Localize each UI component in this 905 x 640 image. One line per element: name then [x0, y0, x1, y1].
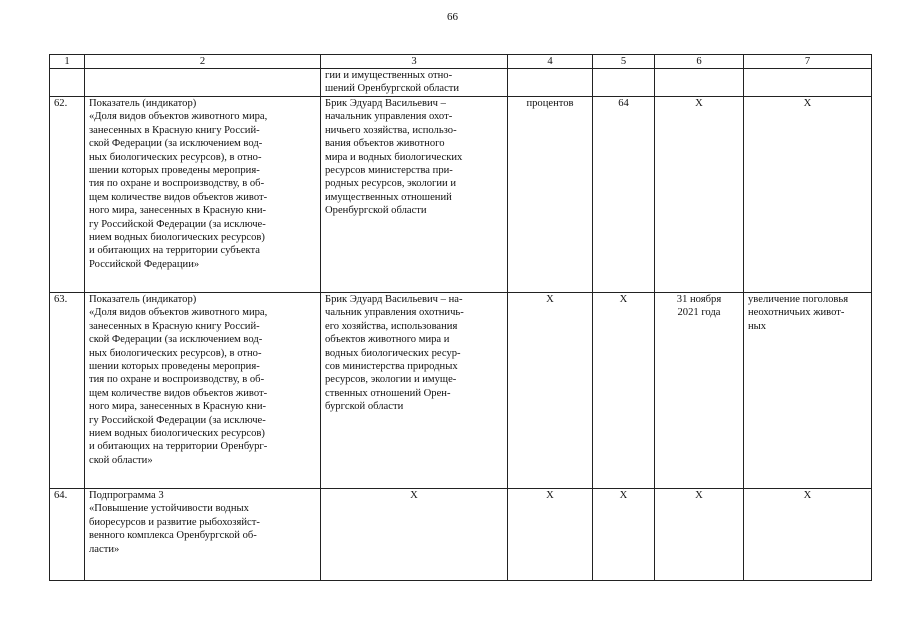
value-cell: Х [593, 489, 655, 581]
cell-line: Х [803, 490, 812, 501]
row-number: 63. [50, 293, 85, 489]
cell-line: гу Российской Федерации (за исключе- [89, 218, 266, 230]
cell-line: объектов животного мира и [325, 334, 450, 346]
indicator-cell [85, 293, 321, 489]
cell-line: ской области» [89, 454, 153, 466]
responsible-cell [321, 293, 508, 489]
table-cell [744, 69, 872, 97]
cell-line: ного мира, занесенных в Красную кни- [89, 205, 267, 217]
cell-line: вания объектов животного [325, 138, 445, 150]
cell-line: 31 ноября [676, 294, 722, 305]
cell-line: ласти» [89, 543, 120, 555]
cell-line: мира и водных биологических [325, 151, 463, 163]
indicators-table [49, 54, 872, 581]
cell-line: Показатель (индикатор) [89, 98, 197, 109]
table-row [50, 97, 872, 293]
responsible-cell [321, 489, 508, 581]
cell-line: увеличение поголовья [748, 294, 849, 305]
indicator-cell [85, 97, 321, 293]
cell-line: шений Оренбургской области [325, 83, 460, 95]
indicator-cell [85, 489, 321, 581]
cell-line: Брик Эдуард Васильевич – [325, 98, 446, 109]
cell-line: ресурсов министерства при- [325, 165, 453, 177]
cell-line: неохотничьих живот- [748, 307, 845, 319]
cell-line: занесенных в Красную книгу Россий- [89, 320, 260, 332]
cell-line: бургской области [325, 401, 404, 413]
cell-line: 2021 года [677, 307, 721, 319]
cell-line: Оренбургской области [325, 205, 427, 217]
cell-line: и обитающих на территории субъекта [89, 245, 260, 257]
cell-line: сов министерства природных [325, 361, 458, 373]
table-cell [85, 69, 321, 97]
cell-line: имущественных отношений [325, 191, 452, 203]
cell-line: Брик Эдуард Васильевич – на- [325, 294, 463, 305]
result-cell [744, 97, 872, 293]
cell-line: ных биологических ресурсов), в отно- [89, 151, 262, 163]
cell-line: ской Федерации (за исключением вод- [89, 334, 263, 346]
cell-line: Показатель (индикатор) [89, 294, 197, 305]
table-cell [508, 69, 593, 97]
cell-line: венного комплекса Оренбургской об- [89, 530, 257, 542]
column-header: 7 [744, 55, 872, 69]
row-number: 62. [50, 97, 85, 293]
cell-line: биоресурсов и развитие рыбохозяйст- [89, 516, 260, 528]
table-cell [50, 69, 85, 97]
cell-line: нием водных биологических ресурсов) [89, 232, 265, 244]
cell-line: Российской Федерации» [89, 258, 200, 270]
row-number: 64. [50, 489, 85, 581]
unit-cell: Х [508, 293, 593, 489]
cell-line: «Повышение устойчивости водных [89, 503, 249, 515]
cell-line: и обитающих на территории Оренбург- [89, 441, 268, 453]
column-header: 5 [593, 55, 655, 69]
column-header: 1 [50, 55, 85, 69]
cell-line: тия по охране и воспроизводству, в об- [89, 178, 265, 190]
cell-line: ресурсов, экологии и имуще- [325, 374, 457, 386]
cell-line: «Доля видов объектов животного мира, [89, 111, 268, 123]
column-header: 4 [508, 55, 593, 69]
cell-line: щем количестве видов объектов живот- [89, 191, 268, 203]
column-header: 2 [85, 55, 321, 69]
deadline-cell [655, 293, 744, 489]
cell-line: ственных отношений Орен- [325, 387, 451, 399]
table-cell [655, 69, 744, 97]
continuation-row [50, 69, 872, 97]
cell-line: чальник управления охотничь- [325, 307, 464, 319]
table-row [50, 489, 872, 581]
cell-line: нием водных биологических ресурсов) [89, 428, 265, 440]
table-row [50, 293, 872, 489]
cell-line: шении которых проведены мероприя- [89, 165, 260, 177]
value-cell: 64 [593, 97, 655, 293]
cell-line: «Доля видов объектов животного мира, [89, 307, 268, 319]
column-header: 6 [655, 55, 744, 69]
value-cell: Х [593, 293, 655, 489]
cell-line: ничьего хозяйства, использо- [325, 124, 457, 136]
column-number-row [50, 55, 872, 69]
cell-line: Х [695, 490, 703, 501]
result-cell [744, 489, 872, 581]
cell-line: гии и имущественных отно- [325, 70, 453, 81]
cell-line: Подпрограмма 3 [89, 490, 164, 501]
cell-line: Х [695, 98, 703, 109]
responsible-cell [321, 69, 508, 97]
cell-line: Х [410, 490, 418, 501]
column-header: 3 [321, 55, 508, 69]
cell-line: Х [803, 98, 812, 109]
cell-line: ных [748, 320, 767, 332]
cell-line: гу Российской Федерации (за исключе- [89, 414, 266, 426]
cell-line: шении которых проведены мероприя- [89, 361, 260, 373]
result-cell [744, 293, 872, 489]
unit-cell: Х [508, 489, 593, 581]
deadline-cell [655, 489, 744, 581]
cell-line: родных ресурсов, экологии и [325, 178, 457, 190]
table-cell [593, 69, 655, 97]
cell-line: водных биологических ресур- [325, 347, 461, 359]
cell-line: ного мира, занесенных в Красную кни- [89, 401, 267, 413]
cell-line: занесенных в Красную книгу Россий- [89, 124, 260, 136]
cell-line: его хозяйства, использования [325, 320, 458, 332]
deadline-cell [655, 97, 744, 293]
responsible-cell [321, 97, 508, 293]
unit-cell: процентов [508, 97, 593, 293]
cell-line: начальник управления охот- [325, 111, 453, 123]
cell-line: ской Федерации (за исключением вод- [89, 138, 263, 150]
cell-line: щем количестве видов объектов живот- [89, 387, 268, 399]
cell-line: тия по охране и воспроизводству, в об- [89, 374, 265, 386]
page-number: 66 [447, 11, 458, 23]
cell-line: ных биологических ресурсов), в отно- [89, 347, 262, 359]
